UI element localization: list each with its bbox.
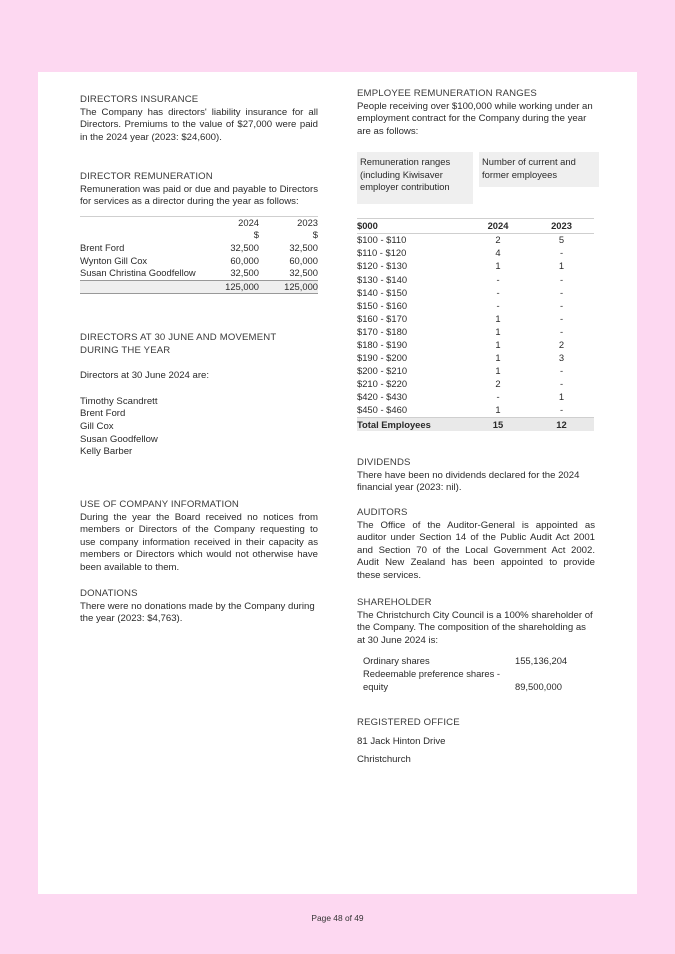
range-header: $000	[357, 219, 467, 234]
share-value: 155,136,204	[515, 655, 568, 667]
directors-heading-line1: DIRECTORS AT 30 JUNE AND MOVEMENT	[80, 332, 277, 343]
employee-remuneration-text: People receiving over $100,000 while working under an employment contract for the Company during the year are as follows:	[357, 100, 593, 137]
table-row	[357, 234, 594, 248]
list-item: Gill Cox	[80, 420, 114, 432]
amount-2024: 60,000	[230, 254, 259, 266]
range-cell: $190 - $200	[357, 352, 408, 364]
total-2024: 15	[467, 418, 529, 432]
directors-insurance-heading: DIRECTORS INSURANCE	[80, 94, 199, 105]
directors-insurance-section	[80, 94, 318, 144]
range-cell: $140 - $150	[357, 286, 408, 298]
table-row	[80, 267, 318, 280]
directors-heading-line2: DURING THE YEAR	[80, 344, 171, 356]
count-2023: 3	[558, 352, 565, 364]
count-2024: -	[496, 273, 500, 285]
directors-insurance-text: The Company has directors' liability insurance for all Directors. Premiums to the value of $27,000 were paid in the 2024 year (2023: $24,600).	[80, 106, 318, 143]
auditors-section	[357, 507, 595, 583]
count-2023: 1	[558, 391, 565, 403]
total-row	[357, 418, 594, 432]
employee-remuneration-heading: EMPLOYEE REMUNERATION RANGES	[357, 88, 537, 99]
count-2024: -	[496, 286, 500, 298]
total-row	[80, 280, 318, 294]
count-2024: 1	[495, 365, 501, 377]
list-item: Kelly Barber	[80, 446, 133, 458]
table-row	[357, 404, 594, 418]
count-2023: 5	[558, 234, 565, 246]
count-2024: 1	[495, 260, 501, 272]
count-2023: -	[559, 404, 564, 416]
range-cell: $160 - $170	[357, 312, 408, 324]
count-2023: -	[559, 299, 564, 311]
table-row	[363, 668, 595, 693]
range-cell: $130 - $140	[357, 273, 408, 285]
year-2023-header: 2023	[529, 219, 594, 234]
range-cell: $110 - $120	[357, 247, 407, 259]
count-2023: -	[559, 325, 564, 337]
office-address-line1: 81 Jack Hinton Drive	[357, 735, 446, 747]
total-2023: 12	[529, 418, 594, 432]
count-2024: -	[496, 391, 500, 403]
donations-text: There were no donations made by the Company during the year (2023: $4,763).	[80, 600, 315, 625]
table-row	[357, 286, 594, 299]
range-cell: $180 - $190	[357, 339, 408, 350]
total-label: Total Employees	[357, 418, 467, 432]
share-value: 89,500,000	[515, 680, 562, 692]
year-2023-header: 2023	[259, 216, 318, 229]
director-name: Wynton Gill Cox	[80, 254, 148, 266]
unit-row	[80, 229, 318, 242]
count-2023: -	[559, 273, 564, 285]
count-2023: 2	[558, 339, 565, 350]
count-2024: 1	[495, 339, 501, 350]
director-remuneration-heading: DIRECTOR REMUNERATION	[80, 171, 213, 182]
director-remuneration-text: Remuneration was paid or due and payable to Directors for services as a director during the year as follows:	[80, 183, 318, 208]
count-2024: 1	[495, 404, 501, 416]
count-2023: 1	[558, 260, 565, 272]
range-cell: $150 - $160	[357, 299, 408, 311]
table-header-row	[357, 219, 594, 234]
count-2024: 2	[495, 234, 501, 246]
shareholding-table	[363, 655, 595, 693]
table-row	[357, 378, 594, 391]
table-row	[357, 299, 594, 312]
remuneration-ranges-box: Remuneration ranges (including Kiwisaver employer contribution	[357, 152, 473, 204]
list-item: Timothy Scandrett	[80, 395, 158, 407]
count-2024: 1	[495, 352, 501, 364]
count-2023: -	[559, 312, 564, 324]
unit-2024: $	[253, 229, 259, 241]
company-information-section	[80, 499, 318, 575]
amount-2024: 32,500	[230, 241, 259, 253]
share-type: Redeemable preference shares - equity	[363, 667, 501, 692]
directors-list	[80, 396, 318, 459]
auditors-heading: AUDITORS	[357, 507, 408, 518]
auditors-text: The Office of the Auditor-General is appointed as auditor under Section 14 of the Public Audit Act 2001 and Section 70 of the Local Government Act 2002. Audit New Zealand has been appointed to provide these services.	[357, 519, 595, 581]
table-row	[357, 339, 594, 352]
table-row	[357, 365, 594, 378]
range-cell: $450 - $460	[357, 404, 408, 416]
directors-section	[80, 332, 318, 459]
count-2023: -	[559, 378, 564, 390]
page-number: Page 48 of 49	[311, 913, 364, 923]
table-row	[357, 247, 594, 260]
director-remuneration-section	[80, 171, 318, 294]
dividends-section	[357, 457, 595, 495]
range-cell: $170 - $180	[357, 325, 408, 337]
table-row	[357, 260, 594, 273]
registered-office-heading: REGISTERED OFFICE	[357, 717, 460, 728]
table-row	[80, 255, 318, 268]
list-item: Brent Ford	[80, 408, 126, 420]
unit-2023: $	[312, 229, 318, 241]
amount-2023: 32,500	[289, 241, 318, 253]
employee-count-box: Number of current and former employees	[479, 152, 599, 187]
table-row	[357, 326, 594, 339]
range-cell: $120 - $130	[357, 260, 408, 272]
count-2024: -	[496, 299, 500, 311]
count-2024: 4	[495, 247, 501, 259]
range-cell: $420 - $430	[357, 391, 408, 403]
range-cell: $210 - $220	[357, 378, 408, 390]
donations-section	[80, 588, 318, 626]
shareholder-section	[357, 597, 595, 693]
dividends-heading: DIVIDENDS	[357, 457, 411, 468]
count-2024: 1	[495, 325, 501, 337]
list-item: Susan Goodfellow	[80, 433, 158, 445]
director-name: Brent Ford	[80, 241, 125, 253]
count-2024: 1	[495, 312, 501, 324]
table-row	[357, 273, 594, 286]
table-row	[80, 242, 318, 255]
count-2023: -	[559, 286, 564, 298]
year-2024-header: 2024	[467, 219, 529, 234]
company-information-heading: USE OF COMPANY INFORMATION	[80, 499, 240, 510]
shareholder-text: The Christchurch City Council is a 100% shareholder of the Company. The composition of the shareholding as at 30 June 2024 is:	[357, 609, 593, 646]
total-2024: 125,000	[218, 280, 259, 294]
share-type: Ordinary shares	[363, 655, 430, 667]
amount-2023: 60,000	[289, 254, 318, 266]
table-row	[363, 655, 595, 668]
count-2023: -	[559, 365, 564, 377]
employee-remuneration-section	[357, 88, 595, 138]
dividends-text: There have been no dividends declared for the 2024 financial year (2023: nil).	[357, 469, 580, 494]
amount-2023: 32,500	[289, 267, 318, 279]
registered-office-section	[357, 717, 595, 767]
table-header-row	[80, 216, 318, 229]
table-row	[357, 352, 594, 365]
company-information-text: During the year the Board received no notices from members or Directors of the Company requesting to use company information received in their capacity as members or Directors which would not otherwise have been available to them.	[80, 511, 318, 573]
director-remuneration-table	[80, 216, 318, 295]
shareholder-heading: SHAREHOLDER	[357, 597, 432, 608]
directors-intro: Directors at 30 June 2024 are:	[80, 370, 210, 382]
range-cell: $100 - $110	[357, 234, 407, 246]
range-cell: $200 - $210	[357, 365, 408, 377]
employee-ranges-table	[357, 218, 594, 431]
count-2023: -	[559, 247, 564, 259]
document-page	[38, 72, 637, 894]
table-row	[357, 313, 594, 326]
year-2024-header: 2024	[218, 216, 259, 229]
office-address-line2: Christchurch	[357, 754, 411, 766]
table-row	[357, 391, 594, 404]
count-2024: 2	[495, 378, 501, 390]
total-2023: 125,000	[259, 280, 318, 294]
director-name: Susan Christina Goodfellow	[80, 267, 196, 279]
amount-2024: 32,500	[230, 267, 259, 279]
donations-heading: DONATIONS	[80, 588, 138, 599]
